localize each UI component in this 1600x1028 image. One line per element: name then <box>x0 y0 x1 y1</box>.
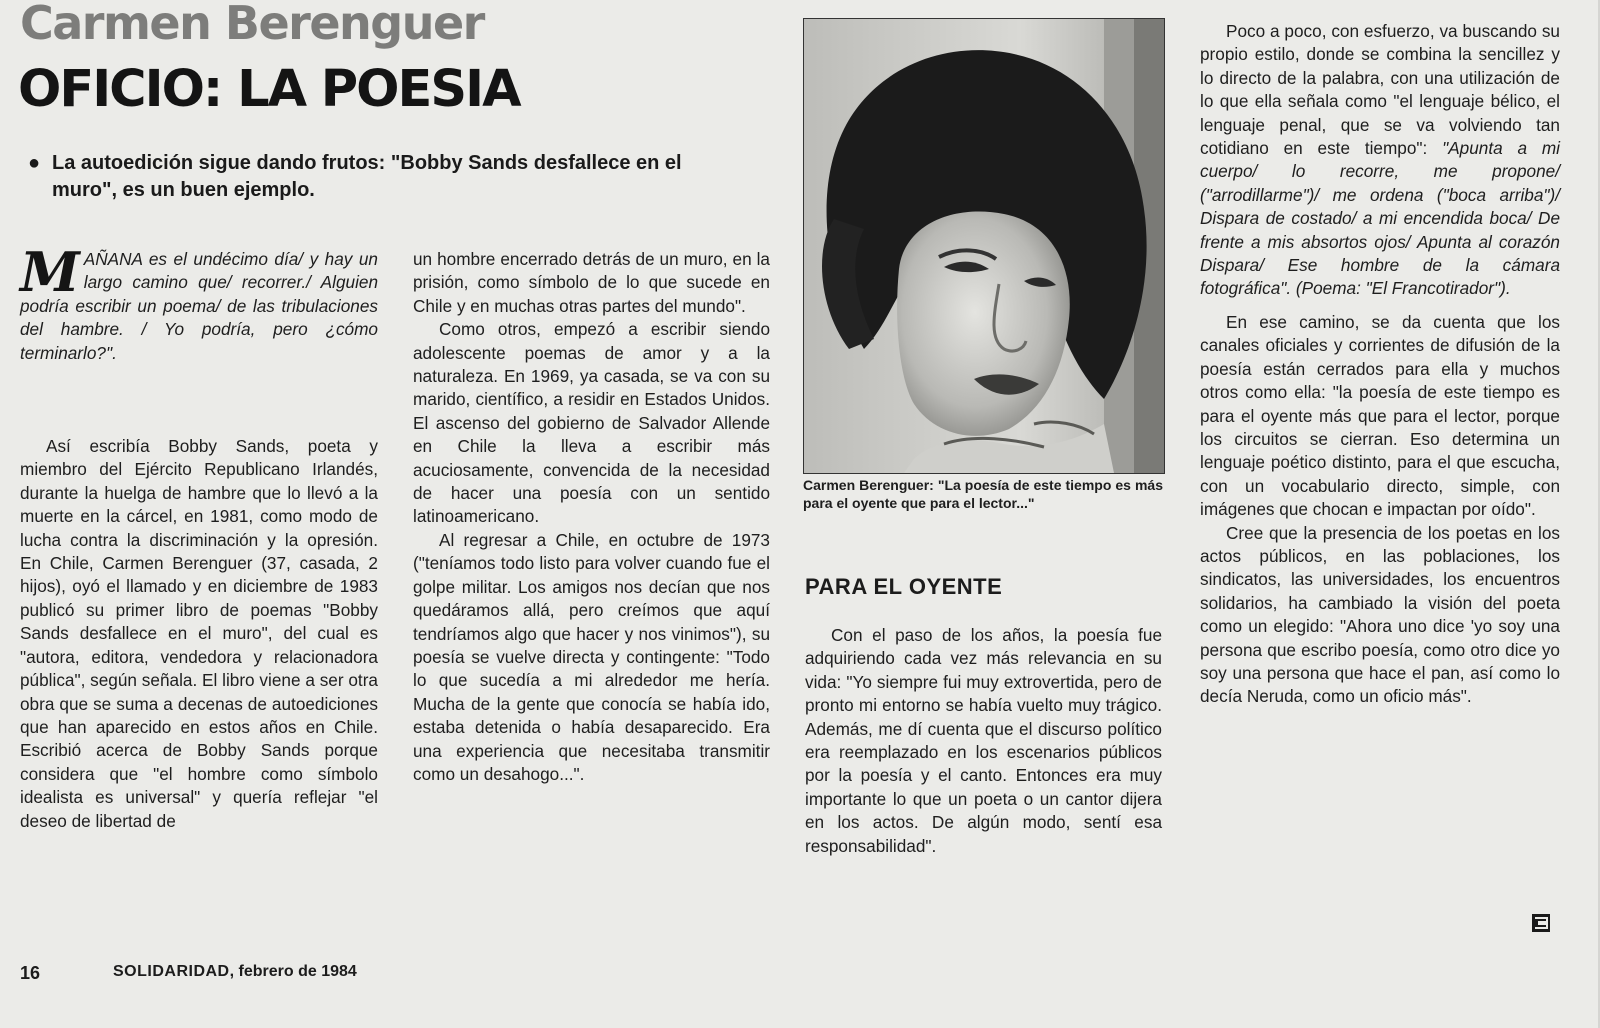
kicker-name: Carmen Berenguer <box>20 0 484 50</box>
bullet-icon: ● <box>28 152 41 174</box>
poem-intro-text: AÑANA es el undécimo día/ y hay un largo camino que/ recorrer./ Alguien podría escribir un poema/ de las tribulaciones del hambre. / Yo podría, pero ¿cómo terminarlo?". <box>20 249 378 363</box>
page-title: OFICIO: LA POESIA <box>18 60 520 119</box>
drop-cap: M <box>20 240 80 304</box>
deck <box>28 150 748 204</box>
portrait-image <box>804 19 1164 473</box>
body-paragraph: En ese camino, se da cuenta que los canales oficiales y corrientes de difusión de la poesía están cerrados para ella y muchos otros como ella: "la poesía de este tiempo es para el oyente más que para el lector, porque los circuitos se cierran. Eso determina un lenguaje poético distinto, para el que escucha, con un vocabulario directo, simple, con imágenes que chocan e impactan por oído". <box>1200 311 1560 520</box>
body-paragraph: Cree que la presencia de los poetas en los actos públicos, en las poblaciones, los sindicatos, las universidades, los encuentros solidarios, ha cambiado la visión del poeta como un elegido: "Ahora uno dice 'yo soy una persona que escribo poesía, como otro dice yo soy una persona que hace el pan, así como lo decía Neruda, como un oficio más". <box>1200 522 1560 707</box>
body-paragraph: Como otros, empezó a escribir siendo adolescente poemas de amor y a la naturaleza. En 1969, ya casada, se va con su marido, científico, a residir en Estados Unidos. El ascenso del gobierno de Salvador Allende en Chile la lleva a escribir más acuciosamente, convencida de la necesidad de hacer una poesía con un sentido latinoamericano. <box>413 319 770 527</box>
footer-line <box>113 963 357 981</box>
body-paragraph <box>1200 20 1560 301</box>
issue-date: , febrero de 1984 <box>229 963 357 980</box>
column-3 <box>805 624 1162 858</box>
body-paragraph: Con el paso de los años, la poesía fue adquiriendo cada vez más relevancia en su vida: "Yo siempre fui muy extrovertida, pero de pronto mi entorno se había vuelto muy trágico. Además, me dí cuenta que el discurso político era reemplazado en los escenarios públicos por la poesía y el canto. Entonces era muy importante lo que un poeta o un cantor dijera en los actos. De algún modo, sentí esa responsabilidad". <box>805 625 1162 856</box>
magazine-name: SOLIDARIDAD <box>113 963 230 980</box>
column-1 <box>20 240 378 833</box>
body-paragraph: Así escribía Bobby Sands, poeta y miembro del Ejército Republicano Irlandés, durante la huelga de hambre que lo llevó a la muerte en la cárcel, en 1981, como modo de lucha contra la discriminación y la opresión. En Chile, Carmen Berenguer (37, casada, 2 hijos), oyó el llamado y en diciembre de 1983 publicó su primer libro de poemas "Bobby Sands desfallece en el muro", del cual es "autora, editora, vendedora y relacionadora pública", según señala. El libro viene a ser otra obra que se suma a decenas de autoediciones que han aparecido en estos años en Chile. Escribió acerca de Bobby Sands porque considera que "el hombre como símbolo idealista es universal" y quería reflejar "el deseo de libertad de <box>20 436 378 831</box>
photo-caption: Carmen Berenguer: "La poesía de este tiempo es más para el oyente que para el lector..." <box>803 477 1163 511</box>
body-paragraph: Al regresar a Chile, en octubre de 1973 ("teníamos todo listo para volver cuando fue el golpe militar. Los amigos nos decían que nos quedáramos allá, pero creímos que aquí tendríamos algo que hacer y nos vinimos"), su poesía se vuelve directa y contingente: "Todo lo que sucedía a mi alrededor me hería. Mucha de la gente que conocía se había ido, estaba detenida o había desaparecido. Era una experiencia que necesitaba transmitir como un desahogo...". <box>413 529 770 784</box>
para-lead: Poco a poco, con esfuerzo, va buscando su propio estilo, donde se combina la sencillez y lo directo de la palabra, con una utilización de lo que ella señala como "el lenguaje bélico, el lenguaje penal, que se va volviendo tan cotidiano en este tiempo": <box>1200 21 1560 159</box>
body-paragraph: un hombre encerrado detrás de un muro, en la prisión, como símbolo de lo que sucede en Chile y en muchas otras partes del mundo". <box>413 249 770 316</box>
poem-quote: "Apunta a mi cuerpo/ lo recorre, me propone/ ("arrodillarme")/ me ordena ("boca arriba")/ Dispara de costado/ a mi encendida boca/ De frente a mis absortos ojos/ Apunta al corazón Dispara/ Ese hombre de la cámara fotográfica". (Poema: "El Francotirador"). <box>1200 138 1560 299</box>
column-2 <box>413 248 770 786</box>
portrait-photo <box>803 18 1165 474</box>
end-mark-icon <box>1532 914 1550 932</box>
deck-text: La autoedición sigue dando frutos: "Bobby Sands desfallece en el muro", es un buen ejemplo. <box>52 152 682 201</box>
section-subhead: PARA EL OYENTE <box>805 574 1003 599</box>
poem-intro <box>20 240 378 365</box>
page-number: 16 <box>20 963 41 983</box>
column-4 <box>1200 20 1560 709</box>
